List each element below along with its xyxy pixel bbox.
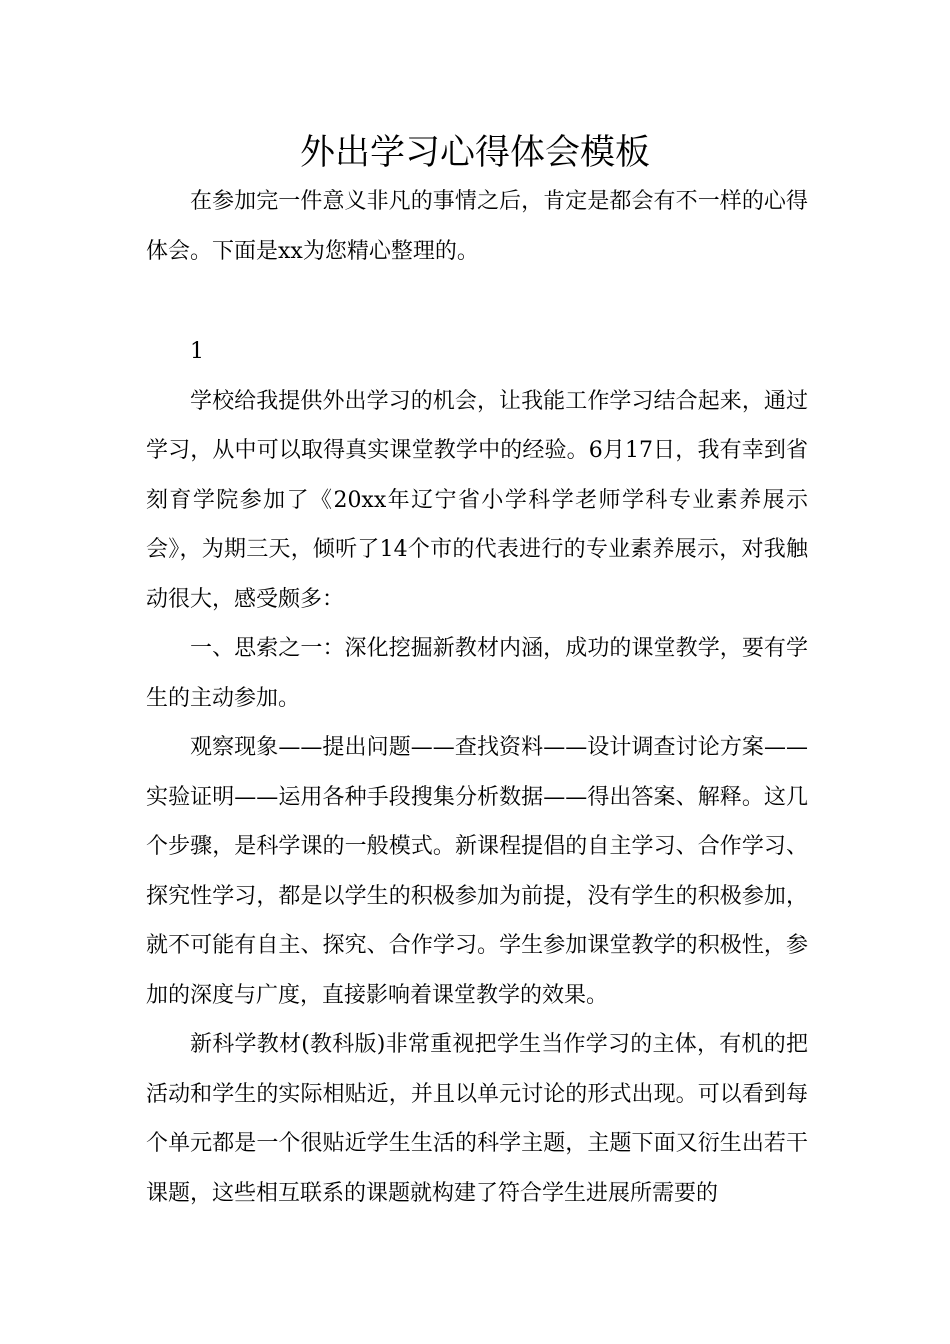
intro-paragraph: 在参加完一件意义非凡的事情之后，肯定是都会有不一样的心得体会。下面是xx为您精心整理的。: [146, 189, 808, 264]
body-paragraph: 新科学教材(教科版)非常重视把学生当作学习的主体，有机的把活动和学生的实际相贴近，并且以单元讨论的形式出现。可以看到每个单元都是一个很贴近学生生活的科学主题，主题下面又衍生出若干课题，这些相互联系的课题就构建了符合学生进展所需要的: [146, 1032, 808, 1206]
body-paragraph: 一、思索之一：深化挖掘新教材内涵，成功的课堂教学，要有学生的主动参加。: [146, 636, 808, 711]
document-title: 外出学习心得体会模板: [299, 133, 650, 173]
body-paragraph: 观察现象——提出问题——查找资料——设计调查讨论方案——实验证明——运用各种手段搜集分析数据——得出答案、解释。这几个步骤，是科学课的一般模式。新课程提倡的自主学习、合作学习、探究性学习，都是以学生的积极参加为前提，没有学生的积极参加，就不可能有自主、探究、合作学习。学生参加课堂教学的积极性，参加的深度与广度，直接影响着课堂教学的效果。: [146, 735, 808, 1008]
section-number: 1: [190, 339, 204, 364]
document-body: [146, 177, 808, 1218]
body-paragraph: 学校给我提供外出学习的机会，让我能工作学习结合起来，通过学习，从中可以取得真实课堂教学中的经验。6月17日，我有幸到省刻育学院参加了《20xx年辽宁省小学科学老师学科专业素养展示会》，为期三天，倾听了14个市的代表进行的专业素养展示，对我触动很大，感受颇多：: [146, 388, 808, 612]
